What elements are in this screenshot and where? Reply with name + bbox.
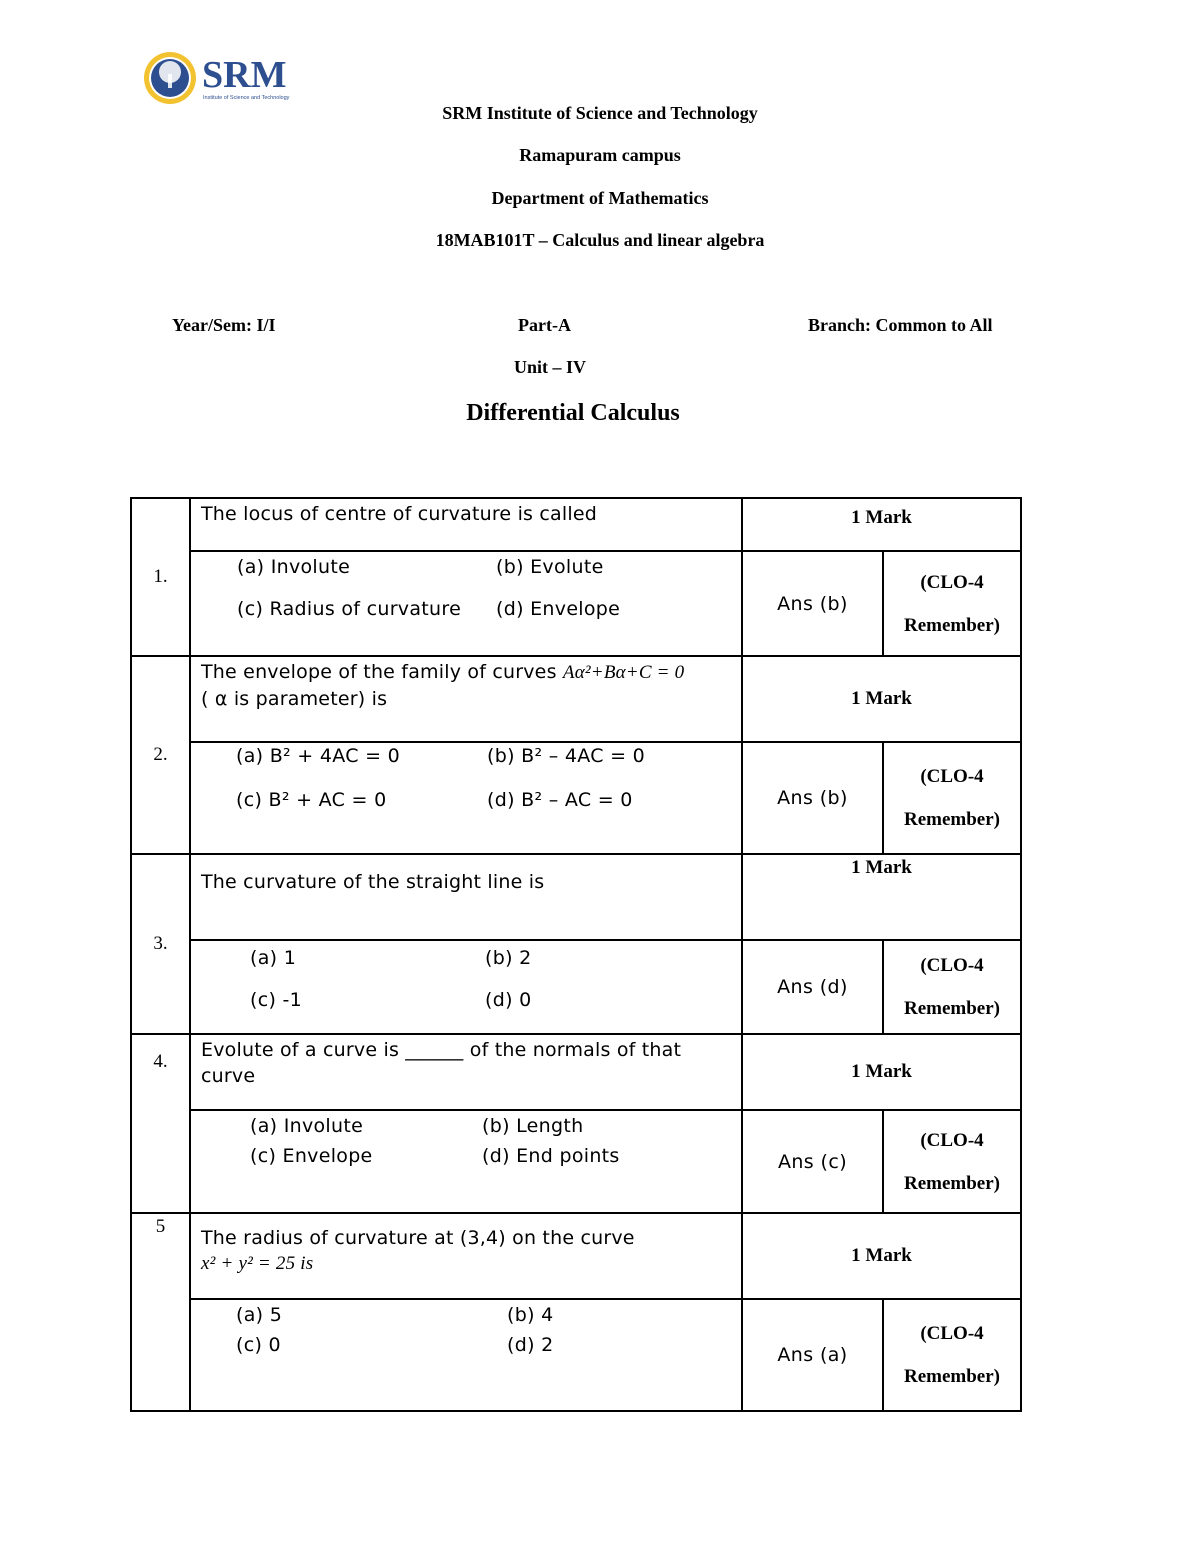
unit-label: Unit – IV: [513, 357, 586, 377]
marks-label: 1 Mark: [742, 1034, 1021, 1110]
clo-label: (CLO-4: [920, 571, 984, 593]
marks-label: 1 Mark: [742, 854, 1021, 940]
clo-cell: [883, 742, 1021, 854]
question-row: [131, 498, 1021, 551]
answer: Ans (a): [742, 1299, 883, 1411]
question-number: 3.: [131, 854, 190, 1034]
question-row: [131, 1034, 1021, 1110]
clo-cell: [883, 1110, 1021, 1213]
question-math: x² + y² = 25 is: [201, 1253, 314, 1274]
option-c: (c) -1: [250, 989, 303, 1011]
question-number: 4.: [131, 1034, 190, 1213]
question-text-line2: ( α is parameter) is: [201, 688, 388, 710]
options-row: [131, 940, 1021, 1034]
department-name: Department of Mathematics: [491, 188, 709, 208]
options-row: [131, 1299, 1021, 1411]
answer: Ans (d): [742, 940, 883, 1034]
level-label: Remember): [903, 998, 1000, 1019]
question-table: [130, 497, 1022, 1412]
options-cell: [190, 742, 742, 854]
level-label: Remember): [903, 1366, 1000, 1387]
options-row: [131, 1110, 1021, 1213]
srm-logo: [142, 50, 302, 108]
option-a: (a) Involute: [237, 556, 351, 578]
option-c: (c) Radius of curvature: [237, 598, 462, 620]
clo-label: (CLO-4: [920, 1323, 984, 1344]
clo-cell: [883, 940, 1021, 1034]
level-label: Remember): [903, 809, 1000, 830]
option-d: (d) 0: [485, 989, 532, 1011]
option-b: (b) 4: [507, 1304, 554, 1326]
options-cell: [190, 940, 742, 1034]
branch-label: Branch: Common to All: [808, 315, 993, 335]
option-a: (a) 5: [236, 1304, 283, 1326]
options-cell: [190, 551, 742, 656]
question-text: Evolute of a curve is ______ of the normals of that curve: [190, 1034, 742, 1110]
option-d: (d) Envelope: [496, 598, 621, 620]
question-row: [131, 656, 1021, 742]
year-sem: Year/Sem: I/I: [172, 315, 276, 335]
clo-cell: [883, 1299, 1021, 1411]
option-b: (b) Length: [482, 1115, 584, 1137]
question-row: [131, 1213, 1021, 1299]
campus-name: Ramapuram campus: [519, 145, 681, 165]
option-a: (a) Involute: [250, 1115, 364, 1137]
question-text-line1: The envelope of the family of curves: [201, 661, 563, 683]
answer: Ans (c): [742, 1110, 883, 1213]
option-a: (a) 1: [250, 947, 297, 969]
option-b: (b) 2: [485, 947, 532, 969]
question-number: 5: [131, 1213, 190, 1411]
question-text: The locus of centre of curvature is called: [190, 498, 742, 551]
answer: Ans (b): [742, 742, 883, 854]
option-b: (b) B² – 4AC = 0: [487, 745, 646, 767]
question-text: [190, 656, 742, 742]
svg-text:Institute of Science and Techn: Institute of Science and Technology: [203, 95, 290, 101]
question-row: [131, 854, 1021, 940]
svg-text:SRM: SRM: [202, 54, 287, 96]
question-math: Aα²+Bα+C = 0: [562, 662, 685, 683]
institute-name: SRM Institute of Science and Technology: [442, 103, 758, 123]
question-text: [190, 1213, 742, 1299]
option-d: (d) End points: [482, 1145, 620, 1167]
course-title: 18MAB101T – Calculus and linear algebra: [435, 230, 765, 250]
question-text: The curvature of the straight line is: [190, 854, 742, 940]
option-a: (a) B² + 4AC = 0: [236, 745, 401, 767]
clo-cell: [883, 551, 1021, 656]
options-row: [131, 551, 1021, 656]
clo-label: (CLO-4: [920, 766, 984, 787]
options-cell: [190, 1299, 742, 1411]
options-cell: [190, 1110, 742, 1213]
question-number: 1.: [131, 498, 190, 656]
marks-label: 1 Mark: [742, 1213, 1021, 1299]
question-text-line1: The radius of curvature at (3,4) on the curve: [201, 1227, 635, 1249]
part-label: Part-A: [518, 315, 571, 335]
question-number: 2.: [131, 656, 190, 854]
option-c: (c) B² + AC = 0: [236, 789, 387, 811]
page-title: Differential Calculus: [466, 400, 680, 426]
option-d: (d) B² – AC = 0: [487, 789, 633, 811]
marks-label: 1 Mark: [742, 498, 1021, 551]
option-b: (b) Evolute: [496, 556, 604, 578]
level-label: Remember): [903, 614, 1000, 636]
option-c: (c) Envelope: [250, 1145, 373, 1167]
marks-label: 1 Mark: [742, 656, 1021, 742]
option-c: (c) 0: [236, 1334, 281, 1356]
clo-label: (CLO-4: [920, 1129, 984, 1151]
answer: Ans (b): [742, 551, 883, 656]
options-row: [131, 742, 1021, 854]
clo-label: (CLO-4: [920, 955, 984, 976]
option-d: (d) 2: [507, 1334, 554, 1356]
level-label: Remember): [903, 1172, 1000, 1194]
